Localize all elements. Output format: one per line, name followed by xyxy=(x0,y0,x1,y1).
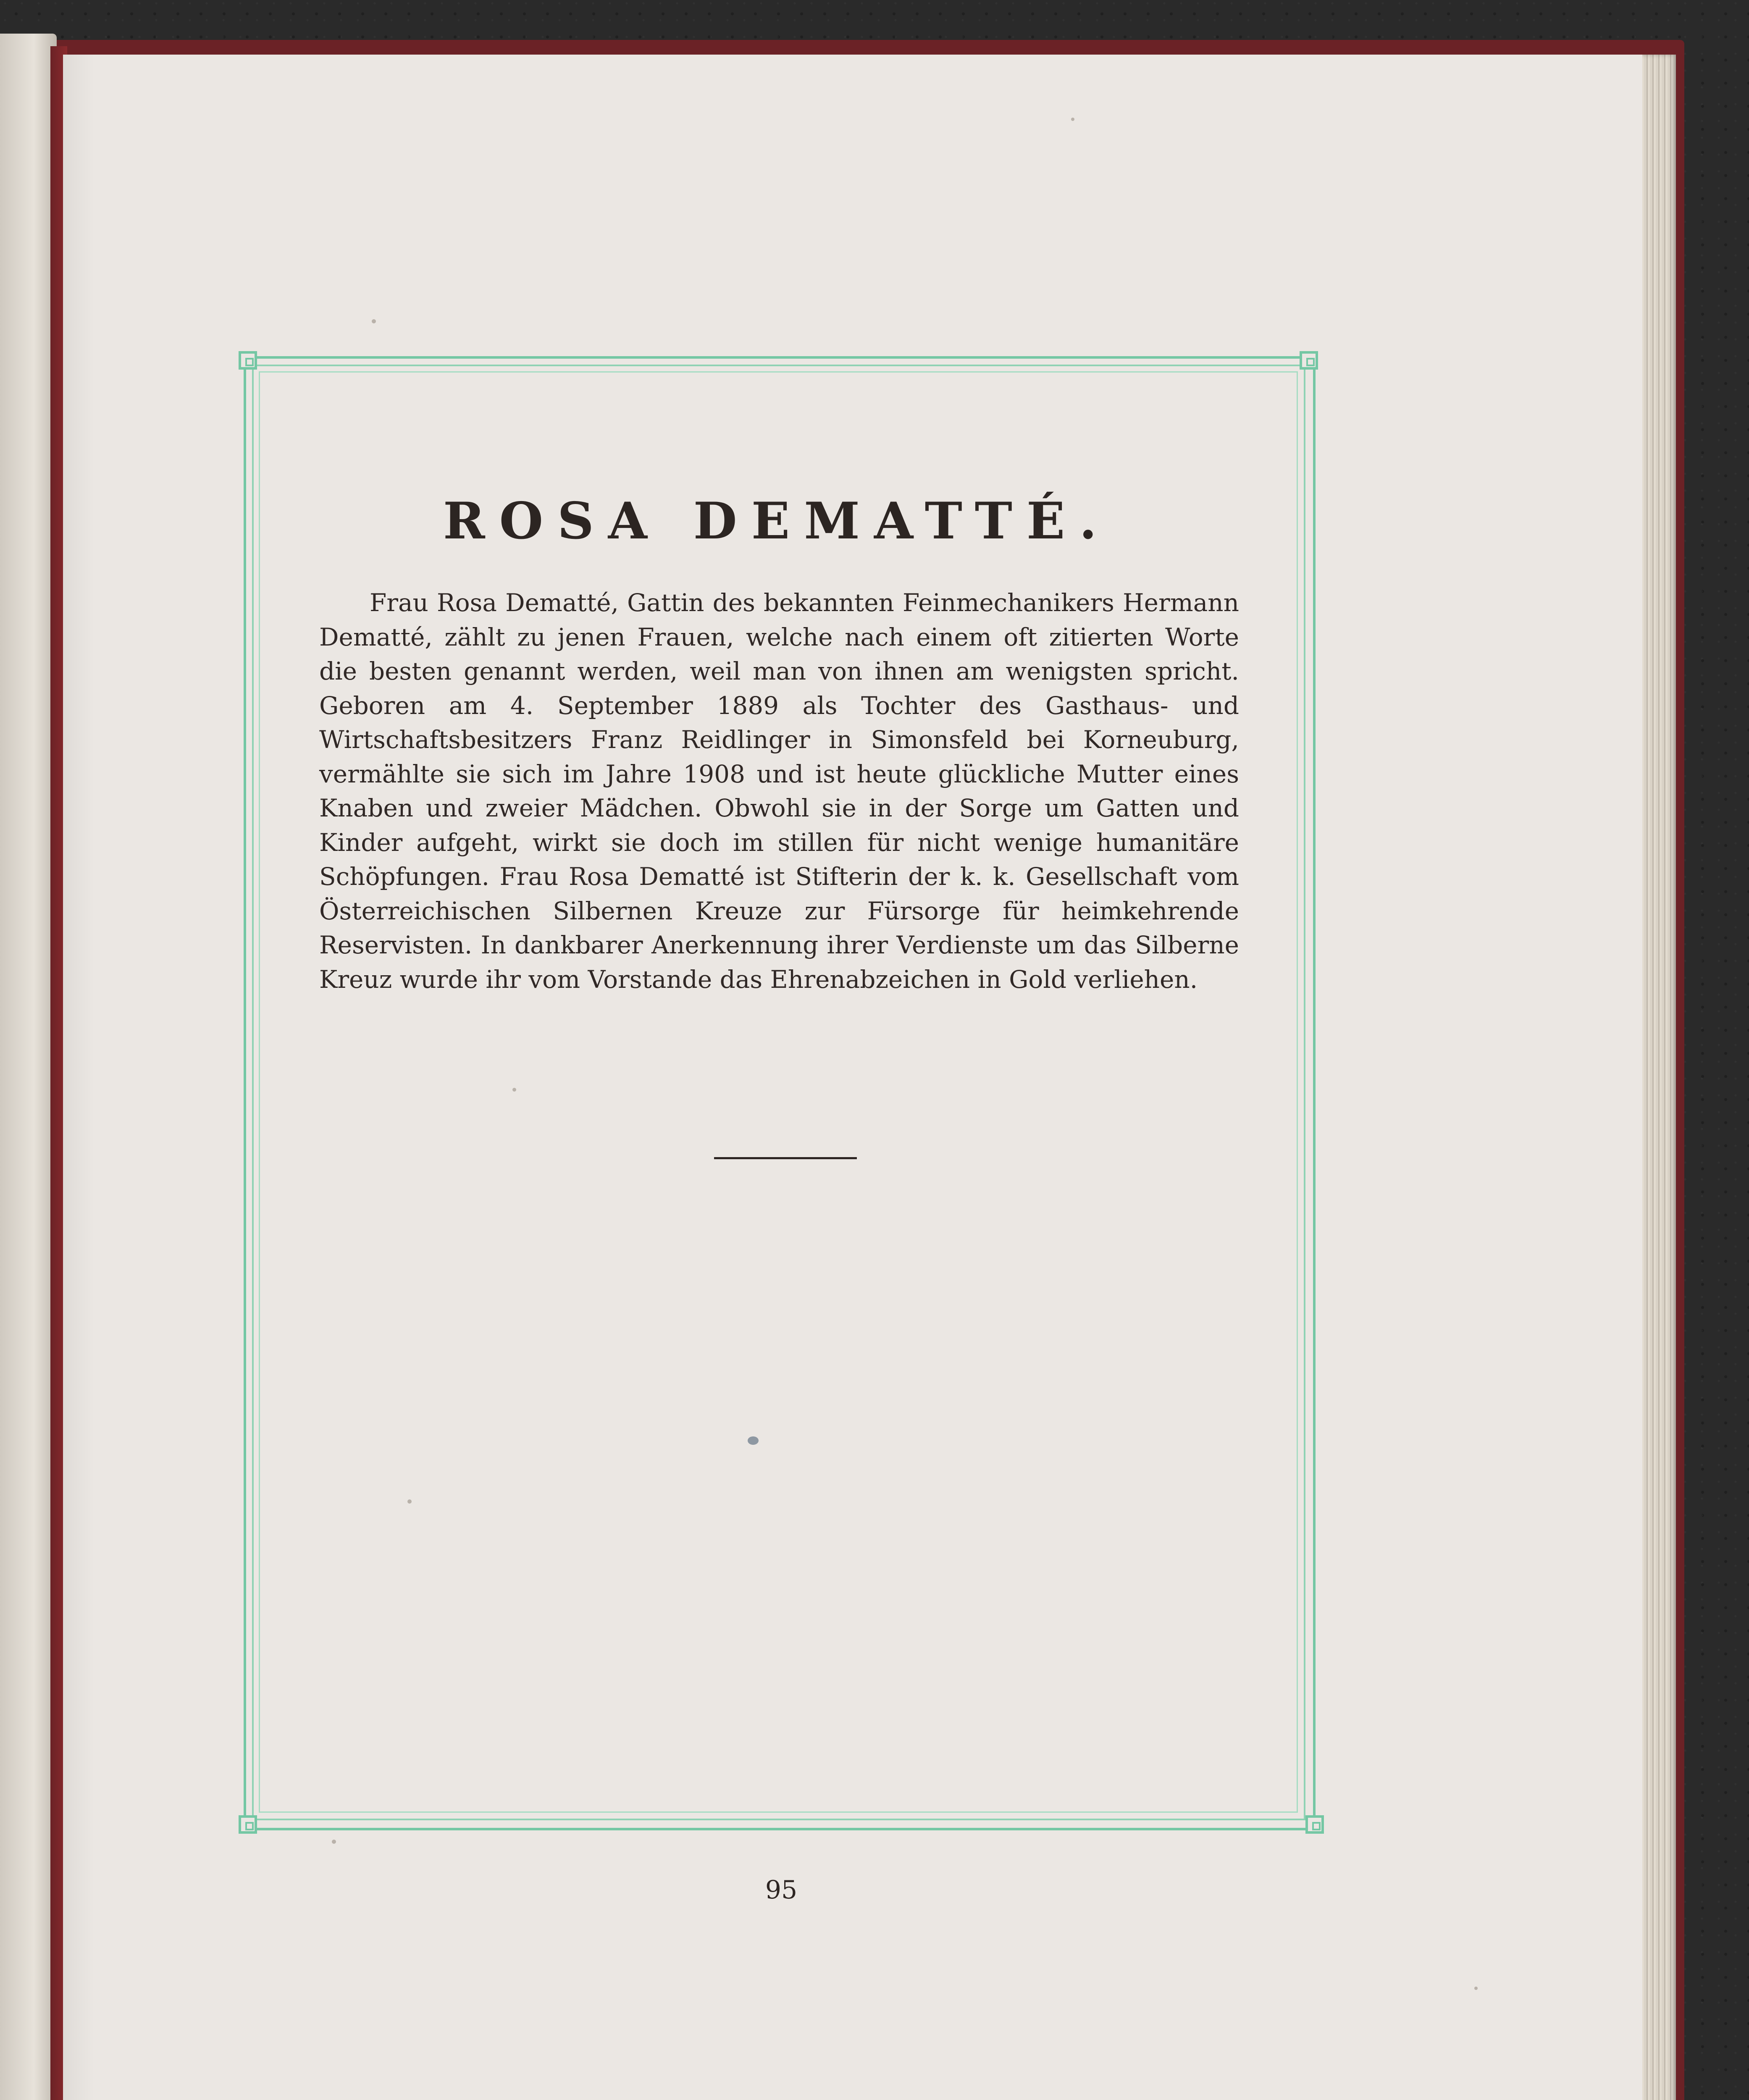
page-title: ROSA DEMATTÉ. xyxy=(443,491,1111,551)
page-stack-edge xyxy=(1638,55,1676,2100)
frame-corner-ornament xyxy=(1300,351,1318,370)
paper-speck xyxy=(372,319,376,323)
frame-corner-ornament xyxy=(239,1815,257,1834)
frame-corner-ornament xyxy=(239,351,257,370)
paper-speck xyxy=(332,1840,336,1844)
page-number: 95 xyxy=(765,1875,798,1905)
paper-speck xyxy=(1474,1987,1478,1990)
section-divider xyxy=(714,1157,857,1159)
left-page-edge xyxy=(0,34,57,2100)
paper-speck xyxy=(1071,118,1074,121)
frame-corner-ornament xyxy=(1305,1815,1324,1834)
biography-paragraph: Frau Rosa Dematté, Gattin des bekannten Feinmechanikers Hermann Dematté, zählt zu jenen Frauen, welche nach einem oft zitierten Worte die besten genannt werden, weil man von ihnen am wenigsten spricht. Geboren am 4. September 1889 als Tochter des Gasthaus- und Wirtschaftsbesitzers Franz Reidlinger in Simonsfeld bei Korneuburg, vermählte sie sich im Jahre 1908 und ist heute glückliche Mutter eines Knaben und zweier Mädchen. Obwohl sie in der Sorge um Gatten und Kinder aufgeht, wirkt sie doch im stillen für nicht wenige humanitäre Schöpfungen. Frau Rosa Dematté ist Stifterin der k. k. Gesellschaft vom Österreichischen Silbernen Kreuze zur Fürsorge für heimkehrende Reservisten. In dankbarer Anerkennung ihrer Verdienste um das Silberne Kreuz wurde ihr vom Vorstande das Ehrenabzeichen in Gold verliehen. xyxy=(319,588,1239,994)
